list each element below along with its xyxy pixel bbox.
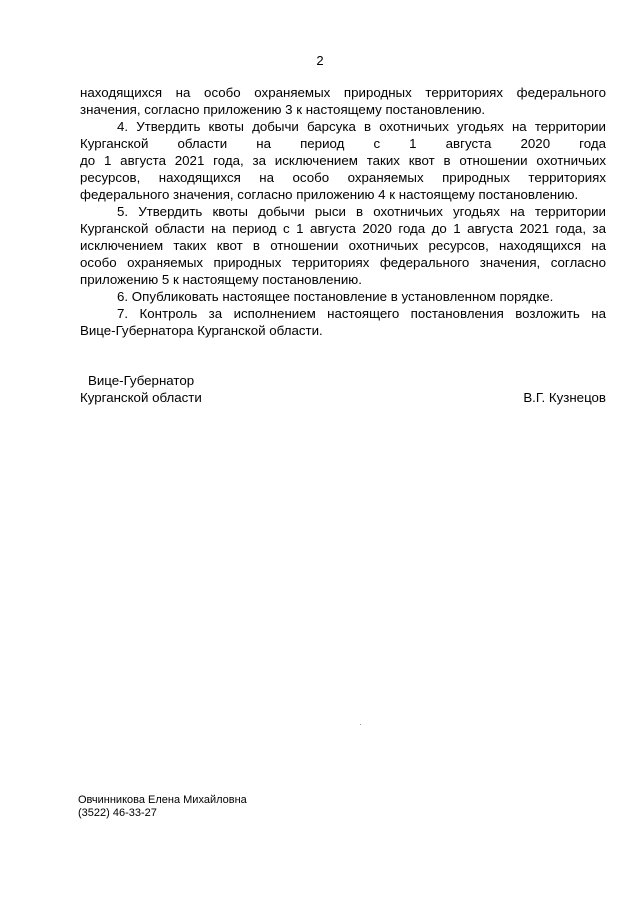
body-line: исключением таких квот в отношении охотничьих ресурсов, находящихся на [80,238,606,253]
signatory-name: В.Г. Кузнецов [523,390,606,405]
executor-name: Овчинникова Елена Михайловна [78,794,247,806]
page-number: 2 [316,53,324,68]
scan-speck [360,724,361,725]
executor-info [78,794,247,820]
body-line: ресурсов, находящихся на особо охраняемых природных территориях [80,170,606,185]
document-body [80,84,606,339]
body-line: 6. Опубликовать настоящее постановление в установленном порядке. [117,289,554,304]
signature-block [80,372,606,406]
body-line: 7. Контроль за исполнением настоящего постановления возложить на [117,306,606,321]
body-line: Вице-Губернатора Курганской области. [80,323,323,338]
executor-phone: (3522) 46-33-27 [78,807,157,819]
body-line: до 1 августа 2021 года, за исключением таких квот в отношении охотничьих [80,153,606,168]
body-line: Курганской области на период с 1 августа 2020 года до 1 августа 2021 года, за [80,221,606,236]
body-line: 4. Утвердить квоты добычи барсука в охотничьих угодьях на территории [117,119,606,134]
body-line: особо охраняемых природных территориях федерального значения, согласно [80,255,606,270]
body-line: значения, согласно приложению 3 к настоящему постановлению. [80,102,486,117]
body-line: приложению 5 к настоящему постановлению. [80,272,362,287]
body-line: федерального значения, согласно приложению 4 к настоящему постановлению. [80,187,579,202]
signatory-organization: Курганской области [80,390,202,405]
body-line: Курганской области на период с 1 августа 2020 года [80,136,606,151]
signatory-title: Вице-Губернатор [88,373,195,388]
body-line: находящихся на особо охраняемых природных территориях федерального [80,85,606,100]
body-line: 5. Утвердить квоты добычи рыси в охотничьих угодьях на территории [117,204,606,219]
